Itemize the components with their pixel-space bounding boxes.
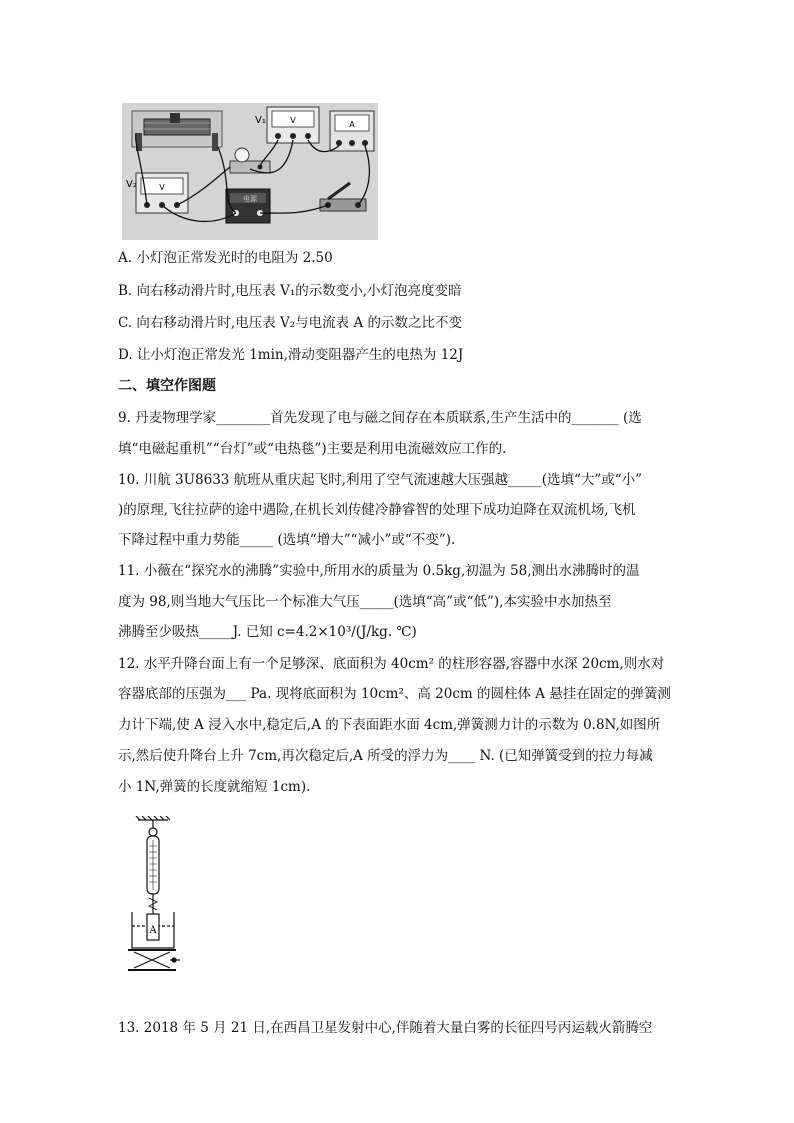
ammeter-dial-symbol: A [349, 120, 355, 129]
option-b: B. 向右移动滑片时,电压表 V₁的示数变小,小灯泡亮度变暗 [118, 283, 462, 299]
power-supply [226, 189, 270, 223]
rheostat [132, 111, 222, 151]
v1-dial-symbol: V [290, 116, 296, 125]
q12-line-4: 示,然后使升降台上升 7cm,再次稳定后,A 所受的浮力为____ N. (已知弹簧受到的拉力每减 [118, 748, 653, 764]
q11-line-3: 沸腾至少吸热_____J. 已知 c=4.2×10³/(J/kg. ℃) [118, 624, 417, 640]
ammeter [330, 111, 374, 151]
v2-label: V₂ [126, 179, 137, 190]
q12-line-3: 力计下端,使 A 浸入水中,稳定后,A 的下表面距水面 4cm,弹簧测力计的示数为 0.8N,如图所 [118, 717, 661, 733]
q9-line-2: 填“电磁起重机”“台灯”或“电热毯”)主要是利用电流磁效应工作的. [118, 441, 507, 457]
q12-line-2: 容器底部的压强为___ Pa. 现将底面积为 10cm²、高 20cm 的圆柱体 A 悬挂在固定的弹簧测 [118, 686, 671, 702]
q13-line-1: 13. 2018 年 5 月 21 日,在西昌卫星发射中心,伴随着大量白雾的长征四号丙运载火箭腾空 [118, 1020, 653, 1036]
spring-balance-figure [124, 816, 180, 976]
v1-label: V₁ [255, 115, 266, 126]
q9-line-1: 9. 丹麦物理学家________首先发现了电与磁之间存在本质联系,生产生活中的_______ (选 [118, 410, 642, 426]
option-c: C. 向右移动滑片时,电压表 V₂与电流表 A 的示数之比不变 [118, 315, 463, 331]
q11-line-2: 度为 98,则当地大气压比一个标准大气压_____(选填“高”或“低”),本实验中水加热至 [118, 594, 612, 610]
q11-line-1: 11. 小薇在“探究水的沸腾”实验中,所用水的质量为 0.5kg,初温为 58,测出水沸腾时的温 [118, 563, 640, 579]
v2-dial-symbol: V [159, 183, 165, 192]
cylinder-label: A [149, 925, 157, 936]
q10-line-3: 下降过程中重力势能_____ (选填“增大”“减小”或“不变”). [118, 532, 456, 548]
option-d: D. 让小灯泡正常发光 1min,滑动变阻器产生的电热为 12J [118, 347, 464, 363]
power-label: 电源 [243, 195, 257, 203]
circuit-figure [122, 103, 378, 240]
q10-line-1: 10. 川航 3U8633 航班从重庆起飞时,利用了空气流速越大压强越_____(选填“大”或“小” [118, 472, 643, 488]
q12-line-1: 12. 水平升降台面上有一个足够深、底面积为 40cm² 的柱形容器,容器中水深 20cm,则水对 [118, 656, 665, 672]
option-a: A. 小灯泡正常发光时的电阻为 2.50 [118, 250, 333, 266]
q12-line-5: 小 1N,弹簧的长度就缩短 1cm). [118, 779, 311, 795]
q10-line-2: )的原理,飞往拉萨的途中遇险,在机长刘传健冷静睿智的处理下成功迫降在双流机场,飞机 [118, 502, 636, 518]
lift-platform [134, 952, 170, 968]
section-title: 二、填空作图题 [118, 378, 216, 394]
